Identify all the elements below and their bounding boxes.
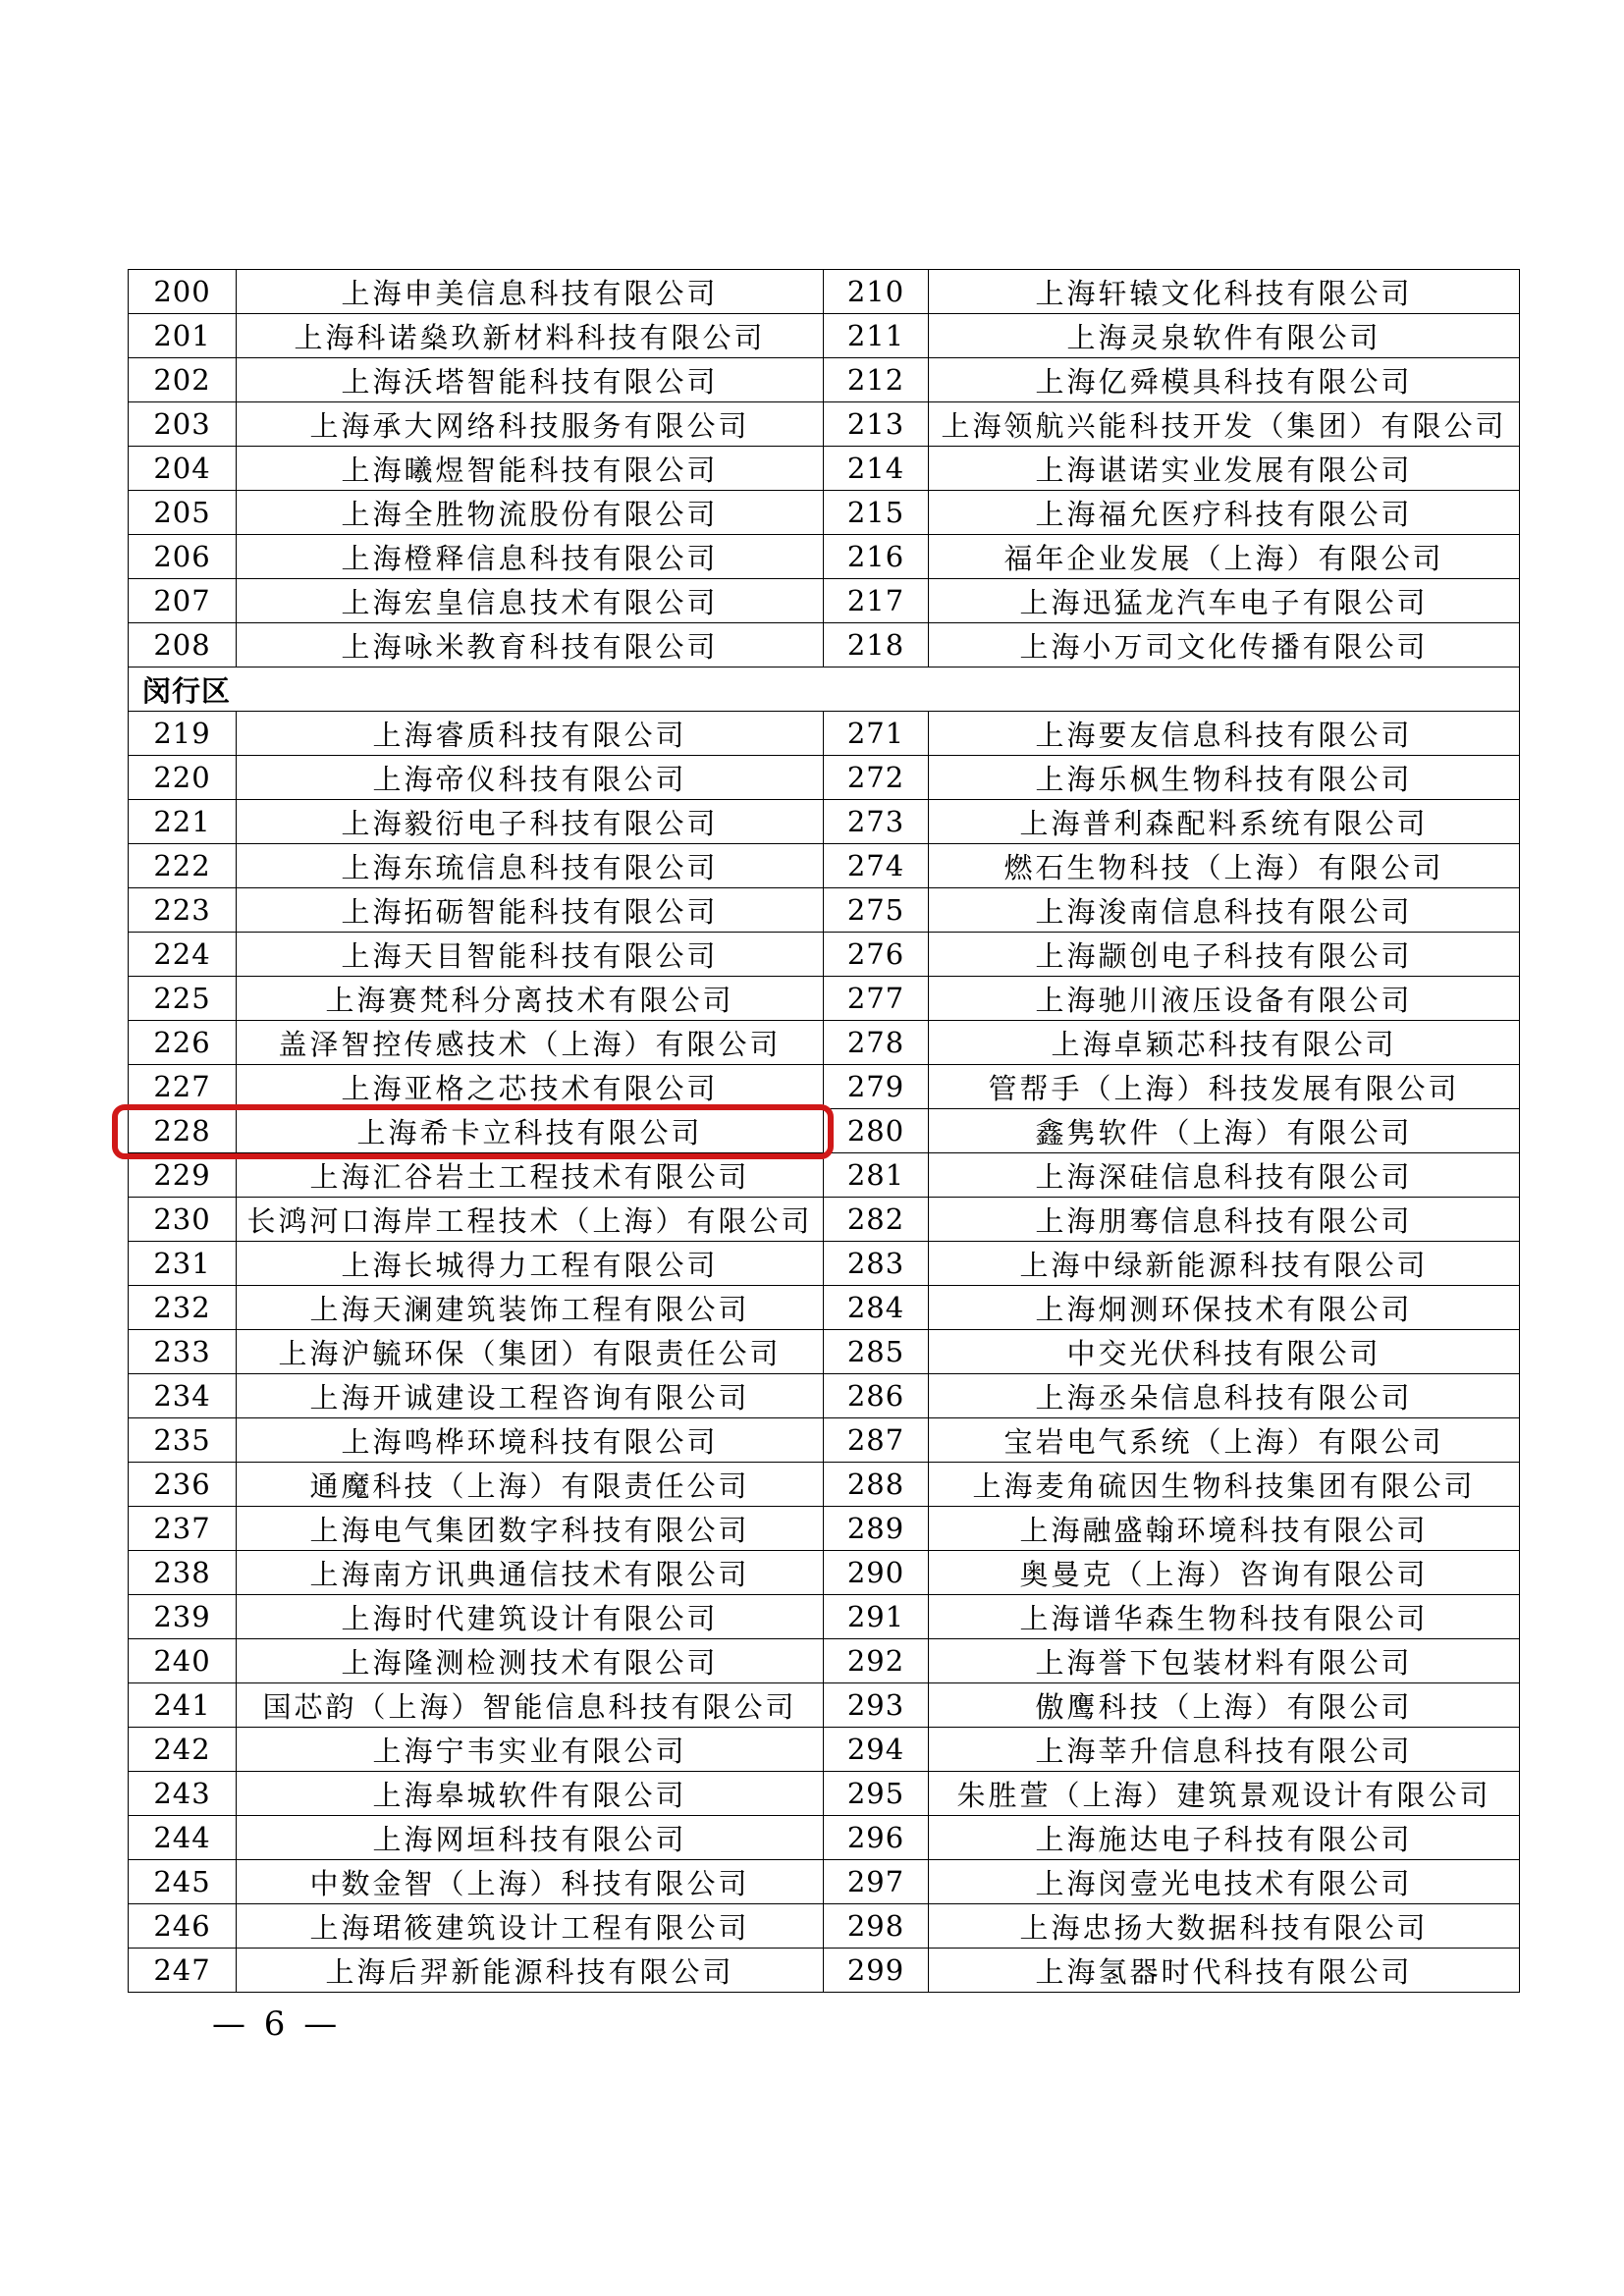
table-row <box>129 1463 1520 1507</box>
entry-number: 279 <box>824 1065 929 1109</box>
company-name: 上海承大网络科技服务有限公司 <box>237 402 824 447</box>
entry-number: 220 <box>129 756 237 800</box>
entry-number: 298 <box>824 1904 929 1949</box>
table-row <box>129 1816 1520 1860</box>
highlight-box <box>112 1104 834 1159</box>
company-name: 上海希卡立科技有限公司 <box>237 1109 824 1153</box>
entry-number: 221 <box>129 800 237 844</box>
entry-number: 214 <box>824 447 929 491</box>
entry-number: 208 <box>129 623 237 667</box>
company-name: 燃石生物科技（上海）有限公司 <box>929 844 1520 888</box>
table-row <box>129 844 1520 888</box>
company-name: 上海珺筱建筑设计工程有限公司 <box>237 1904 824 1949</box>
entry-number: 223 <box>129 888 237 933</box>
company-name: 上海融盛翰环境科技有限公司 <box>929 1507 1520 1551</box>
table-row <box>129 1551 1520 1595</box>
table-row <box>129 1153 1520 1198</box>
entry-number: 292 <box>824 1639 929 1683</box>
company-name: 上海氢器时代科技有限公司 <box>929 1949 1520 1993</box>
table-row <box>129 977 1520 1021</box>
company-name: 上海颛创电子科技有限公司 <box>929 933 1520 977</box>
entry-number: 247 <box>129 1949 237 1993</box>
company-name: 通魔科技（上海）有限责任公司 <box>237 1463 824 1507</box>
entry-number: 222 <box>129 844 237 888</box>
company-name: 上海沪毓环保（集团）有限责任公司 <box>237 1330 824 1374</box>
entry-number: 237 <box>129 1507 237 1551</box>
company-name: 上海拓砺智能科技有限公司 <box>237 888 824 933</box>
company-name: 上海深硅信息科技有限公司 <box>929 1153 1520 1198</box>
table-row <box>129 623 1520 667</box>
table-row <box>129 270 1520 314</box>
entry-number: 229 <box>129 1153 237 1198</box>
company-name: 国芯韵（上海）智能信息科技有限公司 <box>237 1683 824 1728</box>
company-name: 上海长城得力工程有限公司 <box>237 1242 824 1286</box>
company-name: 上海沃塔智能科技有限公司 <box>237 358 824 402</box>
entry-number: 295 <box>824 1772 929 1816</box>
company-name: 上海宏皇信息技术有限公司 <box>237 579 824 623</box>
company-name: 上海谌诺实业发展有限公司 <box>929 447 1520 491</box>
company-name: 上海网垣科技有限公司 <box>237 1816 824 1860</box>
company-name: 上海汇谷岩土工程技术有限公司 <box>237 1153 824 1198</box>
entry-number: 211 <box>824 314 929 358</box>
entry-number: 207 <box>129 579 237 623</box>
company-name: 上海睿质科技有限公司 <box>237 712 824 756</box>
company-name: 上海毅衍电子科技有限公司 <box>237 800 824 844</box>
table-row <box>129 1639 1520 1683</box>
company-name: 奥曼克（上海）咨询有限公司 <box>929 1551 1520 1595</box>
entry-number: 216 <box>824 535 929 579</box>
entry-number: 284 <box>824 1286 929 1330</box>
table-row <box>129 1021 1520 1065</box>
entry-number: 204 <box>129 447 237 491</box>
company-name: 上海驰川液压设备有限公司 <box>929 977 1520 1021</box>
entry-number: 238 <box>129 1551 237 1595</box>
company-name: 傲鹰科技（上海）有限公司 <box>929 1683 1520 1728</box>
table-row <box>129 888 1520 933</box>
company-name: 中数金智（上海）科技有限公司 <box>237 1860 824 1904</box>
company-name: 上海后羿新能源科技有限公司 <box>237 1949 824 1993</box>
entry-number: 291 <box>824 1595 929 1639</box>
company-name: 上海领航兴能科技开发（集团）有限公司 <box>929 402 1520 447</box>
table-row <box>129 1418 1520 1463</box>
entry-number: 288 <box>824 1463 929 1507</box>
section-header-row <box>129 667 1520 712</box>
table-row <box>129 1860 1520 1904</box>
entry-number: 202 <box>129 358 237 402</box>
entry-number: 241 <box>129 1683 237 1728</box>
company-name: 上海炯测环保技术有限公司 <box>929 1286 1520 1330</box>
entry-number: 275 <box>824 888 929 933</box>
entry-number: 244 <box>129 1816 237 1860</box>
company-name: 上海朋骞信息科技有限公司 <box>929 1198 1520 1242</box>
entry-number: 213 <box>824 402 929 447</box>
entry-number: 210 <box>824 270 929 314</box>
company-name: 上海东琉信息科技有限公司 <box>237 844 824 888</box>
entry-number: 215 <box>824 491 929 535</box>
entry-number: 217 <box>824 579 929 623</box>
entry-number: 286 <box>824 1374 929 1418</box>
table-row <box>129 1330 1520 1374</box>
entry-number: 274 <box>824 844 929 888</box>
entry-number: 294 <box>824 1728 929 1772</box>
company-name: 上海南方讯典通信技术有限公司 <box>237 1551 824 1595</box>
company-name: 上海乐枫生物科技有限公司 <box>929 756 1520 800</box>
entry-number: 273 <box>824 800 929 844</box>
company-name: 上海帝仪科技有限公司 <box>237 756 824 800</box>
entry-number: 234 <box>129 1374 237 1418</box>
table-row <box>129 1904 1520 1949</box>
company-name: 上海开诚建设工程咨询有限公司 <box>237 1374 824 1418</box>
company-name: 鑫隽软件（上海）有限公司 <box>929 1109 1520 1153</box>
entry-number: 230 <box>129 1198 237 1242</box>
entry-number: 203 <box>129 402 237 447</box>
entry-number: 239 <box>129 1595 237 1639</box>
entry-number: 276 <box>824 933 929 977</box>
company-name: 上海科诺燊玖新材料科技有限公司 <box>237 314 824 358</box>
entry-number: 278 <box>824 1021 929 1065</box>
company-name: 上海隆测检测技术有限公司 <box>237 1639 824 1683</box>
table-row <box>129 358 1520 402</box>
company-name: 上海鸣桦环境科技有限公司 <box>237 1418 824 1463</box>
company-name: 上海轩辕文化科技有限公司 <box>929 270 1520 314</box>
table-row <box>129 1286 1520 1330</box>
table-row <box>129 491 1520 535</box>
entry-number: 245 <box>129 1860 237 1904</box>
entry-number: 289 <box>824 1507 929 1551</box>
table-row <box>129 1374 1520 1418</box>
entry-number: 218 <box>824 623 929 667</box>
company-name: 上海浚南信息科技有限公司 <box>929 888 1520 933</box>
company-name: 上海普利森配料系统有限公司 <box>929 800 1520 844</box>
company-name: 上海电气集团数字科技有限公司 <box>237 1507 824 1551</box>
company-name: 上海亚格之芯技术有限公司 <box>237 1065 824 1109</box>
company-name: 上海曦煜智能科技有限公司 <box>237 447 824 491</box>
company-name: 上海赛梵科分离技术有限公司 <box>237 977 824 1021</box>
entry-number: 232 <box>129 1286 237 1330</box>
company-name: 上海誉下包装材料有限公司 <box>929 1639 1520 1683</box>
company-name: 上海卓颖芯科技有限公司 <box>929 1021 1520 1065</box>
company-name: 上海谱华森生物科技有限公司 <box>929 1595 1520 1639</box>
company-name: 盖泽智控传感技术（上海）有限公司 <box>237 1021 824 1065</box>
entry-number: 243 <box>129 1772 237 1816</box>
entry-number: 285 <box>824 1330 929 1374</box>
company-name: 上海要友信息科技有限公司 <box>929 712 1520 756</box>
table-row <box>129 1065 1520 1109</box>
entry-number: 231 <box>129 1242 237 1286</box>
entry-number: 281 <box>824 1153 929 1198</box>
company-name: 上海小万司文化传播有限公司 <box>929 623 1520 667</box>
page-number: — 6 — <box>212 2004 342 2044</box>
entry-number: 277 <box>824 977 929 1021</box>
company-name: 上海麦角硫因生物科技集团有限公司 <box>929 1463 1520 1507</box>
company-name: 上海迅猛龙汽车电子有限公司 <box>929 579 1520 623</box>
entry-number: 235 <box>129 1418 237 1463</box>
table-row <box>129 933 1520 977</box>
entry-number: 236 <box>129 1463 237 1507</box>
company-name: 上海中绿新能源科技有限公司 <box>929 1242 1520 1286</box>
company-name: 上海忠扬大数据科技有限公司 <box>929 1904 1520 1949</box>
entry-number: 280 <box>824 1109 929 1153</box>
table-row <box>129 579 1520 623</box>
table-row <box>129 402 1520 447</box>
entry-number: 299 <box>824 1949 929 1993</box>
company-name: 上海咏米教育科技有限公司 <box>237 623 824 667</box>
company-name: 上海天澜建筑装饰工程有限公司 <box>237 1286 824 1330</box>
table-row <box>129 1772 1520 1816</box>
company-name: 管帮手（上海）科技发展有限公司 <box>929 1065 1520 1109</box>
company-name: 上海宁韦实业有限公司 <box>237 1728 824 1772</box>
company-name: 福年企业发展（上海）有限公司 <box>929 535 1520 579</box>
company-name: 上海福允医疗科技有限公司 <box>929 491 1520 535</box>
table-row <box>129 1728 1520 1772</box>
entry-number: 225 <box>129 977 237 1021</box>
table-row <box>129 1242 1520 1286</box>
entry-number: 228 <box>129 1109 237 1153</box>
company-name: 上海申美信息科技有限公司 <box>237 270 824 314</box>
company-name: 上海全胜物流股份有限公司 <box>237 491 824 535</box>
entry-number: 242 <box>129 1728 237 1772</box>
entry-number: 212 <box>824 358 929 402</box>
company-name: 上海皋城软件有限公司 <box>237 1772 824 1816</box>
table-row <box>129 447 1520 491</box>
company-name: 上海莘升信息科技有限公司 <box>929 1728 1520 1772</box>
table-row <box>129 1949 1520 1993</box>
table-row <box>129 1198 1520 1242</box>
entry-number: 296 <box>824 1816 929 1860</box>
entry-number: 287 <box>824 1418 929 1463</box>
entry-number: 240 <box>129 1639 237 1683</box>
company-name: 上海施达电子科技有限公司 <box>929 1816 1520 1860</box>
entry-number: 290 <box>824 1551 929 1595</box>
company-name: 上海灵泉软件有限公司 <box>929 314 1520 358</box>
table-row <box>129 756 1520 800</box>
entry-number: 271 <box>824 712 929 756</box>
entry-number: 206 <box>129 535 237 579</box>
entry-number: 201 <box>129 314 237 358</box>
company-name: 宝岩电气系统（上海）有限公司 <box>929 1418 1520 1463</box>
entry-number: 233 <box>129 1330 237 1374</box>
table-row <box>129 712 1520 756</box>
entry-number: 205 <box>129 491 237 535</box>
company-name: 上海亿舜模具科技有限公司 <box>929 358 1520 402</box>
entry-number: 200 <box>129 270 237 314</box>
entry-number: 283 <box>824 1242 929 1286</box>
company-name: 上海橙释信息科技有限公司 <box>237 535 824 579</box>
entry-number: 297 <box>824 1860 929 1904</box>
entry-number: 272 <box>824 756 929 800</box>
entry-number: 246 <box>129 1904 237 1949</box>
company-name: 上海丞朵信息科技有限公司 <box>929 1374 1520 1418</box>
table-row <box>129 1595 1520 1639</box>
company-name: 中交光伏科技有限公司 <box>929 1330 1520 1374</box>
table-row <box>129 1507 1520 1551</box>
entry-number: 219 <box>129 712 237 756</box>
table-row <box>129 800 1520 844</box>
section-label: 闵行区 <box>129 667 1520 712</box>
company-name: 长鸿河口海岸工程技术（上海）有限公司 <box>237 1198 824 1242</box>
entry-number: 293 <box>824 1683 929 1728</box>
table-row <box>129 314 1520 358</box>
company-name: 上海天目智能科技有限公司 <box>237 933 824 977</box>
entry-number: 226 <box>129 1021 237 1065</box>
company-name: 上海时代建筑设计有限公司 <box>237 1595 824 1639</box>
company-name: 朱胜萱（上海）建筑景观设计有限公司 <box>929 1772 1520 1816</box>
entry-number: 224 <box>129 933 237 977</box>
entry-number: 282 <box>824 1198 929 1242</box>
entry-number: 227 <box>129 1065 237 1109</box>
table-row <box>129 1683 1520 1728</box>
company-name: 上海闵壹光电技术有限公司 <box>929 1860 1520 1904</box>
table-row <box>129 535 1520 579</box>
